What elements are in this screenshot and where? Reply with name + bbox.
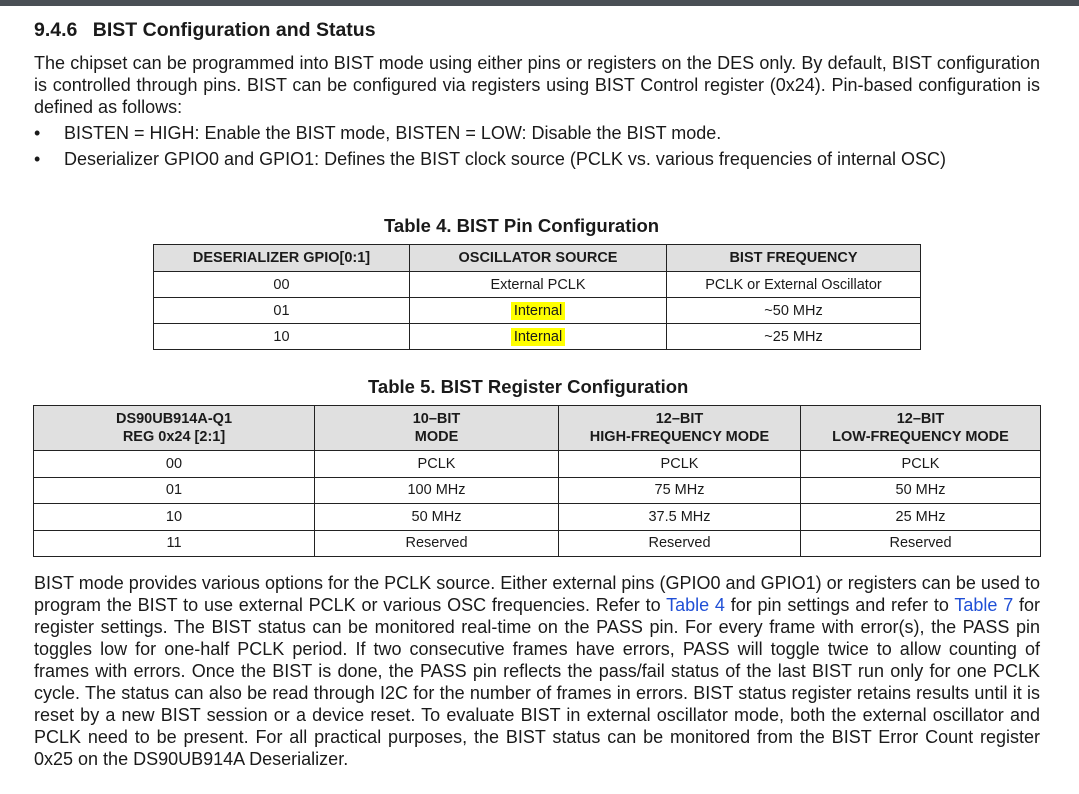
table-row [154, 272, 921, 298]
table5-caption: Table 5. BIST Register Configuration [368, 376, 689, 397]
highlighted-text: Internal [511, 302, 565, 320]
table-cell: 100 MHz [315, 477, 559, 504]
table-cell: 10 [34, 504, 315, 531]
table-cell [410, 298, 667, 324]
column-header-line: 12–BIT [896, 411, 945, 427]
table-cell: PCLK or External Oscillator [667, 272, 921, 298]
column-header-line: REG 0x24 [2:1] [122, 429, 226, 445]
table-row [34, 504, 1041, 531]
column-header [315, 406, 559, 451]
table-cell: 75 MHz [559, 477, 801, 504]
table-cell: 00 [34, 451, 315, 478]
intro-paragraph: The chipset can be programmed into BIST mode using either pins or registers on the DES only. By default, BIST configuration is controlled through pins. BIST can be configured via registers using BIST Control register (0x24). Pin-based configuration is defined as follows: [34, 53, 1040, 117]
table-cell [410, 324, 667, 350]
top-border [0, 0, 1079, 6]
column-header-line: LOW-FREQUENCY MODE [832, 429, 1009, 445]
table-row [34, 477, 1041, 504]
table-cell: Reserved [559, 530, 801, 557]
column-header: OSCILLATOR SOURCE [410, 245, 667, 272]
column-header-line: 10–BIT [412, 411, 461, 427]
table-row [154, 324, 921, 350]
table-cell: Reserved [801, 530, 1041, 557]
column-header [34, 406, 315, 451]
column-header: DESERIALIZER GPIO[0:1] [154, 245, 410, 272]
table4-link[interactable]: Table 4 [666, 595, 725, 615]
table-header-row [34, 406, 1041, 451]
column-header-line: DS90UB914A-Q1 [115, 411, 233, 427]
table-cell: 25 MHz [801, 504, 1041, 531]
bullet-text: BISTEN = HIGH: Enable the BIST mode, BISTEN = LOW: Disable the BIST mode. [64, 123, 722, 143]
column-header-line: 12–BIT [655, 411, 704, 427]
table-cell: ~50 MHz [667, 298, 921, 324]
table-row [154, 298, 921, 324]
column-header [559, 406, 801, 451]
body-paragraph [34, 572, 1040, 770]
table-cell: 00 [154, 272, 410, 298]
table-cell: 01 [34, 477, 315, 504]
column-header [801, 406, 1041, 451]
table-cell: 50 MHz [801, 477, 1041, 504]
section-heading [34, 19, 376, 42]
bist-register-configuration-table [33, 405, 1041, 557]
table-cell: PCLK [801, 451, 1041, 478]
bullet-dot: • [34, 149, 41, 169]
section-number: 9.4.6 [34, 19, 78, 41]
body-text: for pin settings and refer to [724, 595, 955, 615]
table-cell: PCLK [559, 451, 801, 478]
highlighted-text: Internal [511, 328, 565, 346]
bullet-dot: • [34, 123, 41, 143]
table-cell: 37.5 MHz [559, 504, 801, 531]
table-cell: 01 [154, 298, 410, 324]
table-cell: 50 MHz [315, 504, 559, 531]
section-title: BIST Configuration and Status [92, 19, 376, 41]
table-cell: PCLK [315, 451, 559, 478]
bist-pin-configuration-table [153, 244, 921, 350]
table-cell: 10 [154, 324, 410, 350]
table-cell: ~25 MHz [667, 324, 921, 350]
bullet-text: Deserializer GPIO0 and GPIO1: Defines the BIST clock source (PCLK vs. various frequencies of internal OSC) [64, 149, 947, 169]
table-cell: Reserved [315, 530, 559, 557]
column-header: BIST FREQUENCY [667, 245, 921, 272]
table-cell: External PCLK [410, 272, 667, 298]
table4-caption: Table 4. BIST Pin Configuration [384, 215, 660, 236]
table-row [34, 530, 1041, 557]
table-row [34, 451, 1041, 478]
table-cell: 11 [34, 530, 315, 557]
body-text: for register settings. The BIST status can be monitored real-time on the PASS pin. For every frame with error(s), the PASS pin toggles low for one-half PCLK period. If two consecutive frames have errors, PASS will toggle twice to allow counting of frames with errors. Once the BIST is done, the PASS pin reflects the pass/fail status of the last BIST run only for one PCLK cycle. The status can also be read through I2C for the number of frames in errors. BIST status register retains results until it is reset by a new BIST session or a device reset. To evaluate BIST in external oscillator mode, both the external oscillator and PCLK need to be present. For all practical purposes, the BIST status can be monitored from the BIST Error Count register 0x25 on the DS90UB914A Deserializer. [34, 595, 1041, 769]
column-header-line: MODE [414, 429, 459, 445]
table-header-row [154, 245, 921, 272]
table7-link[interactable]: Table 7 [954, 595, 1014, 615]
body-text: BIST mode provides various options for the PCLK source. Either external pins (GPIO0 and GPIO1) or registers can be used to program the BIST to use external PCLK or various OSC frequencies. Refer to [34, 573, 1040, 615]
column-header-line: HIGH-FREQUENCY MODE [589, 429, 770, 445]
